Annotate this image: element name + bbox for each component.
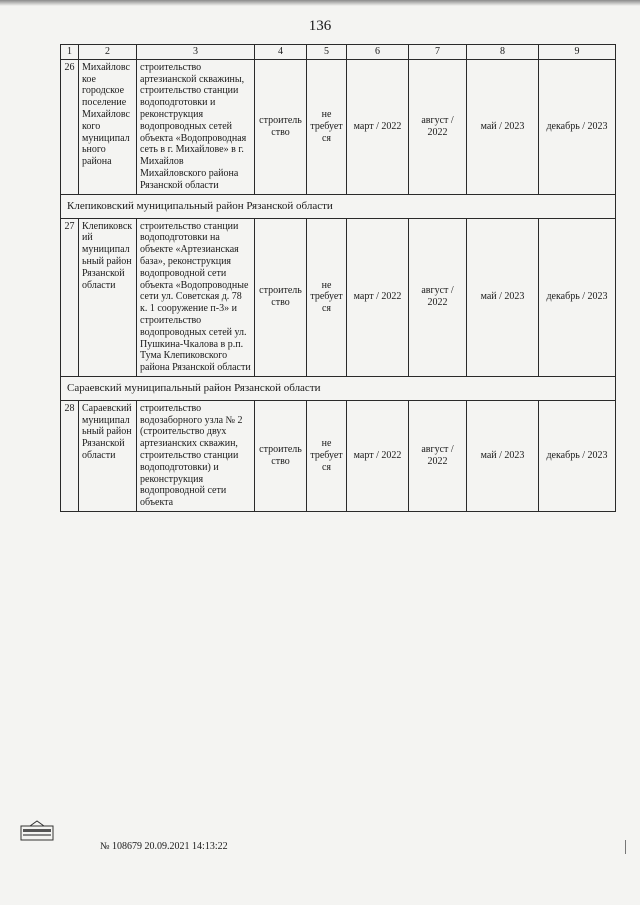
row-number: 26 — [61, 59, 79, 194]
design-end-cell: август / 2022 — [409, 400, 467, 511]
table-row — [61, 400, 616, 511]
object-cell: строительство станции водоподготовки на объекте «Артезианская база», реконструкция водопроводной сети объекта «Водопроводные сети ул. Советская д. 78 к. 1 сооружение п-3» и строительство водопроводных сетей ул. Пушкина-Чкалова в р.п. Тума Клепиковского района Рязанской области — [137, 218, 255, 376]
territory-cell: Клепиковский муниципальный район Рязанской области — [79, 218, 137, 376]
column-number: 3 — [137, 45, 255, 60]
column-number-row — [61, 45, 616, 60]
work-type-cell: строительство — [255, 59, 307, 194]
table-row — [61, 59, 616, 194]
row-number: 27 — [61, 218, 79, 376]
design-start-cell: март / 2022 — [347, 218, 409, 376]
build-end-cell: декабрь / 2023 — [539, 59, 616, 194]
object-cell: строительство артезианской скважины, строительство станции водоподготовки и реконструкция водопроводных сетей объекта «Водопроводная сеть в г. Михайлове» в г. Михайлов Михайловского района Рязанской области — [137, 59, 255, 194]
scan-edge — [0, 0, 640, 6]
work-type-cell: строительство — [255, 218, 307, 376]
work-type-cell: строительство — [255, 400, 307, 511]
design-end-cell: август / 2022 — [409, 218, 467, 376]
scan-margin-mark — [625, 840, 636, 854]
build-end-cell: декабрь / 2023 — [539, 400, 616, 511]
column-number: 6 — [347, 45, 409, 60]
column-number: 5 — [307, 45, 347, 60]
design-start-cell: март / 2022 — [347, 59, 409, 194]
column-number: 4 — [255, 45, 307, 60]
design-end-cell: август / 2022 — [409, 59, 467, 194]
territory-cell: Михайловское городское поселение Михайловского муниципального района — [79, 59, 137, 194]
registration-stamp-icon — [20, 820, 54, 842]
expertise-cell: не требуется — [307, 400, 347, 511]
column-number: 1 — [61, 45, 79, 60]
section-row — [61, 376, 616, 400]
build-start-cell: май / 2023 — [467, 59, 539, 194]
schedule-table-wrapper — [60, 44, 615, 512]
section-row — [61, 194, 616, 218]
object-cell: строительство водозаборного узла № 2 (строительство двух артезианских скважин, строительство станции водоподготовки) и реконструкция водопроводной сети объекта — [137, 400, 255, 511]
build-end-cell: декабрь / 2023 — [539, 218, 616, 376]
row-number: 28 — [61, 400, 79, 511]
expertise-cell: не требуется — [307, 218, 347, 376]
column-number: 9 — [539, 45, 616, 60]
build-start-cell: май / 2023 — [467, 400, 539, 511]
document-reference: № 108679 20.09.2021 14:13:22 — [100, 841, 228, 852]
column-number: 8 — [467, 45, 539, 60]
section-title: Клепиковский муниципальный район Рязанской области — [61, 194, 616, 218]
design-start-cell: март / 2022 — [347, 400, 409, 511]
column-number: 7 — [409, 45, 467, 60]
schedule-table — [60, 44, 616, 512]
build-start-cell: май / 2023 — [467, 218, 539, 376]
page-number: 136 — [308, 18, 332, 34]
column-number: 2 — [79, 45, 137, 60]
table-row — [61, 218, 616, 376]
section-title: Сараевский муниципальный район Рязанской области — [61, 376, 616, 400]
expertise-cell: не требуется — [307, 59, 347, 194]
territory-cell: Сараевский муниципальный район Рязанской области — [79, 400, 137, 511]
